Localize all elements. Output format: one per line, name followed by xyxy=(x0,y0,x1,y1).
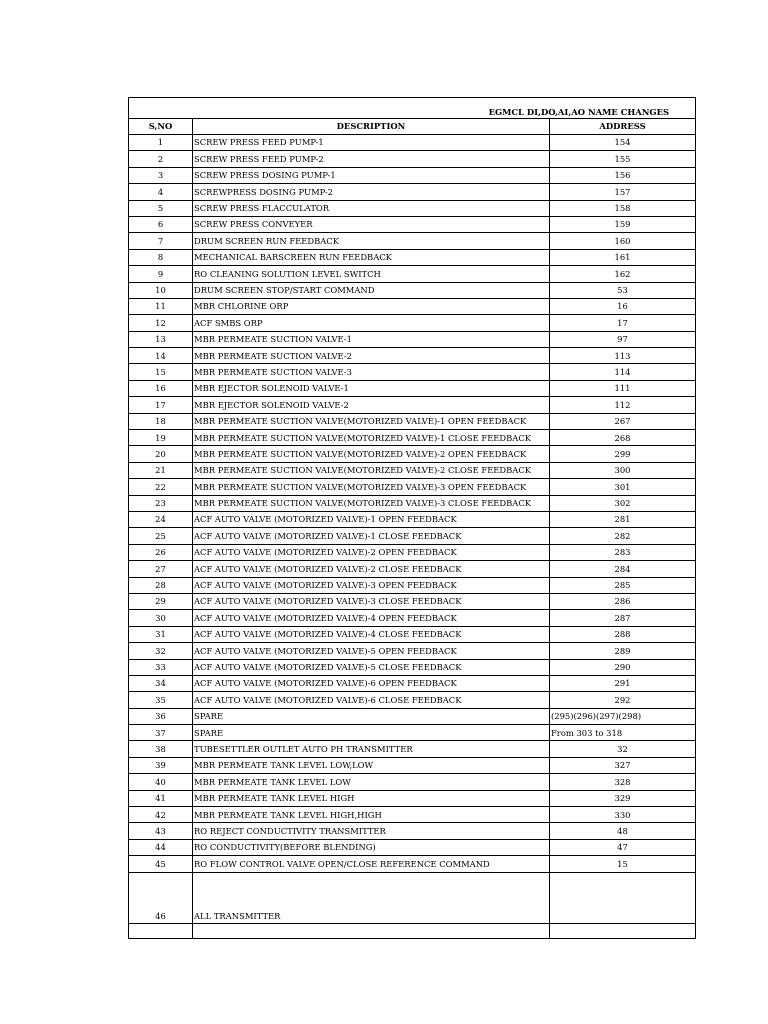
table-row xyxy=(129,561,696,577)
cell-address: 161 xyxy=(550,249,696,265)
table-row xyxy=(129,315,696,331)
title-row xyxy=(129,98,696,119)
cell-sno: 12 xyxy=(129,315,193,331)
cell-address: 48 xyxy=(550,823,696,839)
cell-address: 268 xyxy=(550,430,696,446)
table-row xyxy=(129,135,696,151)
cell-description: ACF AUTO VALVE (MOTORIZED VALVE)-3 CLOSE FEEDBACK xyxy=(193,593,550,609)
cell-sno: 36 xyxy=(129,708,193,724)
header-address: ADDRESS xyxy=(550,119,696,135)
table-row xyxy=(129,757,696,773)
cell-description: ACF AUTO VALVE (MOTORIZED VALVE)-4 OPEN FEEDBACK xyxy=(193,610,550,626)
cell-sno: 30 xyxy=(129,610,193,626)
cell-sno: 40 xyxy=(129,774,193,790)
cell-sno: 33 xyxy=(129,659,193,675)
cell-description: MBR EJECTOR SOLENOID VALVE-2 xyxy=(193,397,550,413)
cell-description: MBR PERMEATE SUCTION VALVE-3 xyxy=(193,364,550,380)
cell-description: MBR PERMEATE SUCTION VALVE(MOTORIZED VALVE)-3 CLOSE FEEDBACK xyxy=(193,495,550,511)
cell-sno: 16 xyxy=(129,380,193,396)
cell-address: 330 xyxy=(550,807,696,823)
cell-address: 159 xyxy=(550,216,696,232)
cell-sno: 2 xyxy=(129,151,193,167)
cell-description: MBR CHLORINE ORP xyxy=(193,298,550,314)
table-row xyxy=(129,233,696,249)
table-row xyxy=(129,774,696,790)
table-row xyxy=(129,282,696,298)
table-row xyxy=(129,577,696,593)
cell-sno: 37 xyxy=(129,725,193,741)
cell-address: 302 xyxy=(550,495,696,511)
cell-description: TUBESETTLER OUTLET AUTO PH TRANSMITTER xyxy=(193,741,550,757)
table-row xyxy=(129,249,696,265)
cell-address: 292 xyxy=(550,692,696,708)
cell-address: 47 xyxy=(550,839,696,855)
cell-sno: 20 xyxy=(129,446,193,462)
cell-address: 328 xyxy=(550,774,696,790)
cell-description: ACF AUTO VALVE (MOTORIZED VALVE)-2 CLOSE FEEDBACK xyxy=(193,561,550,577)
cell-sno: 45 xyxy=(129,856,193,872)
cell-description: ACF SMBS ORP xyxy=(193,315,550,331)
cell-sno: 21 xyxy=(129,462,193,478)
cell-sno: 9 xyxy=(129,266,193,282)
cell-address: 111 xyxy=(550,380,696,396)
cell-address: 112 xyxy=(550,397,696,413)
table-row xyxy=(129,544,696,560)
table-row xyxy=(129,610,696,626)
table-row xyxy=(129,298,696,314)
cell-description xyxy=(193,923,550,938)
cell-sno: 22 xyxy=(129,479,193,495)
cell-sno: 23 xyxy=(129,495,193,511)
table-body xyxy=(129,98,696,939)
cell-address: (295)(296)(297)(298) xyxy=(550,708,696,724)
table-row xyxy=(129,675,696,691)
cell-sno: 10 xyxy=(129,282,193,298)
cell-sno: 25 xyxy=(129,528,193,544)
cell-description: MBR PERMEATE TANK LEVEL LOW xyxy=(193,774,550,790)
cell-sno: 17 xyxy=(129,397,193,413)
cell-description: SCREW PRESS CONVEYER xyxy=(193,216,550,232)
cell-address: 114 xyxy=(550,364,696,380)
table-row xyxy=(129,659,696,675)
table-row xyxy=(129,528,696,544)
cell-sno: 26 xyxy=(129,544,193,560)
cell-address: 157 xyxy=(550,184,696,200)
table-row xyxy=(129,430,696,446)
cell-address: 286 xyxy=(550,593,696,609)
cell-address: 281 xyxy=(550,511,696,527)
cell-sno: 29 xyxy=(129,593,193,609)
table-row xyxy=(129,790,696,806)
cell-sno: 41 xyxy=(129,790,193,806)
cell-sno: 43 xyxy=(129,823,193,839)
header-description: DESCRIPTION xyxy=(193,119,550,135)
cell-sno: 32 xyxy=(129,643,193,659)
cell-sno: 4 xyxy=(129,184,193,200)
cell-description: SCREW PRESS FEED PUMP-2 xyxy=(193,151,550,167)
cell-sno: 28 xyxy=(129,577,193,593)
table-row xyxy=(129,266,696,282)
cell-description: ACF AUTO VALVE (MOTORIZED VALVE)-5 CLOSE FEEDBACK xyxy=(193,659,550,675)
cell-address: 32 xyxy=(550,741,696,757)
cell-address: 17 xyxy=(550,315,696,331)
cell-sno: 44 xyxy=(129,839,193,855)
cell-sno: 46 xyxy=(129,872,193,923)
table-row xyxy=(129,216,696,232)
cell-address: 53 xyxy=(550,282,696,298)
cell-sno: 35 xyxy=(129,692,193,708)
cell-sno: 15 xyxy=(129,364,193,380)
table-row xyxy=(129,626,696,642)
cell-address: 301 xyxy=(550,479,696,495)
cell-address: 16 xyxy=(550,298,696,314)
table-row xyxy=(129,725,696,741)
table-row xyxy=(129,151,696,167)
table-row xyxy=(129,807,696,823)
cell-description: RO FLOW CONTROL VALVE OPEN/CLOSE REFERENCE COMMAND xyxy=(193,856,550,872)
cell-sno xyxy=(129,923,193,938)
table-row xyxy=(129,708,696,724)
cell-address: 287 xyxy=(550,610,696,626)
cell-sno: 39 xyxy=(129,757,193,773)
cell-description: SCREWPRESS DOSING PUMP-2 xyxy=(193,184,550,200)
cell-sno: 5 xyxy=(129,200,193,216)
cell-address: 285 xyxy=(550,577,696,593)
table-row xyxy=(129,364,696,380)
cell-address: 158 xyxy=(550,200,696,216)
cell-address: 160 xyxy=(550,233,696,249)
cell-address: 329 xyxy=(550,790,696,806)
table-row-tall xyxy=(129,872,696,923)
header-sno: S,NO xyxy=(129,119,193,135)
table-row xyxy=(129,184,696,200)
cell-description: ALL TRANSMITTER xyxy=(193,872,550,923)
table-row xyxy=(129,511,696,527)
cell-sno: 19 xyxy=(129,430,193,446)
cell-address: 267 xyxy=(550,413,696,429)
cell-sno: 6 xyxy=(129,216,193,232)
cell-description: MBR PERMEATE SUCTION VALVE(MOTORIZED VALVE)-2 OPEN FEEDBACK xyxy=(193,446,550,462)
cell-sno: 38 xyxy=(129,741,193,757)
table-row xyxy=(129,446,696,462)
table-row xyxy=(129,495,696,511)
cell-address: 299 xyxy=(550,446,696,462)
cell-description: DRUM SCREEN STOP/START COMMAND xyxy=(193,282,550,298)
cell-sno: 42 xyxy=(129,807,193,823)
table-row xyxy=(129,200,696,216)
table-row xyxy=(129,413,696,429)
cell-address xyxy=(550,872,696,923)
table-row xyxy=(129,839,696,855)
cell-sno: 14 xyxy=(129,348,193,364)
cell-address: From 303 to 318 xyxy=(550,725,696,741)
cell-description: ACF AUTO VALVE (MOTORIZED VALVE)-4 CLOSE FEEDBACK xyxy=(193,626,550,642)
table-row xyxy=(129,643,696,659)
cell-address: 155 xyxy=(550,151,696,167)
cell-description: MBR PERMEATE SUCTION VALVE(MOTORIZED VALVE)-3 OPEN FEEDBACK xyxy=(193,479,550,495)
table-row xyxy=(129,741,696,757)
cell-description: MBR PERMEATE SUCTION VALVE-1 xyxy=(193,331,550,347)
table-row xyxy=(129,331,696,347)
cell-description: MBR PERMEATE TANK LEVEL LOW,LOW xyxy=(193,757,550,773)
cell-description: SPARE xyxy=(193,708,550,724)
cell-sno: 8 xyxy=(129,249,193,265)
cell-address: 291 xyxy=(550,675,696,691)
cell-description: MBR PERMEATE TANK LEVEL HIGH,HIGH xyxy=(193,807,550,823)
cell-description: MBR EJECTOR SOLENOID VALVE-1 xyxy=(193,380,550,396)
table-row xyxy=(129,856,696,872)
cell-description: SCREW PRESS FEED PUMP-1 xyxy=(193,135,550,151)
cell-sno: 31 xyxy=(129,626,193,642)
cell-description: SPARE xyxy=(193,725,550,741)
cell-address: 327 xyxy=(550,757,696,773)
table-row-empty xyxy=(129,923,696,938)
cell-sno: 13 xyxy=(129,331,193,347)
header-row xyxy=(129,119,696,135)
cell-sno: 24 xyxy=(129,511,193,527)
cell-sno: 3 xyxy=(129,167,193,183)
cell-description: RO CLEANING SOLUTION LEVEL SWITCH xyxy=(193,266,550,282)
table-row xyxy=(129,692,696,708)
table-row xyxy=(129,593,696,609)
table-row xyxy=(129,348,696,364)
table-row xyxy=(129,462,696,478)
cell-address: 288 xyxy=(550,626,696,642)
cell-description: ACF AUTO VALVE (MOTORIZED VALVE)-6 CLOSE FEEDBACK xyxy=(193,692,550,708)
cell-description: ACF AUTO VALVE (MOTORIZED VALVE)-1 OPEN FEEDBACK xyxy=(193,511,550,527)
cell-description: SCREW PRESS DOSING PUMP-1 xyxy=(193,167,550,183)
cell-address: 156 xyxy=(550,167,696,183)
cell-description: MECHANICAL BARSCREEN RUN FEEDBACK xyxy=(193,249,550,265)
spreadsheet xyxy=(128,97,695,939)
cell-description: SCREW PRESS FLACCULATOR xyxy=(193,200,550,216)
cell-address: 97 xyxy=(550,331,696,347)
cell-description: MBR PERMEATE SUCTION VALVE(MOTORIZED VALVE)-2 CLOSE FEEDBACK xyxy=(193,462,550,478)
cell-description: DRUM SCREEN RUN FEEDBACK xyxy=(193,233,550,249)
cell-address: 154 xyxy=(550,135,696,151)
cell-address: 15 xyxy=(550,856,696,872)
cell-sno: 18 xyxy=(129,413,193,429)
cell-sno: 11 xyxy=(129,298,193,314)
table-row xyxy=(129,823,696,839)
cell-address: 283 xyxy=(550,544,696,560)
name-changes-table xyxy=(128,97,696,939)
cell-address: 162 xyxy=(550,266,696,282)
cell-description: RO REJECT CONDUCTIVITY TRANSMITTER xyxy=(193,823,550,839)
cell-description: ACF AUTO VALVE (MOTORIZED VALVE)-2 OPEN FEEDBACK xyxy=(193,544,550,560)
cell-address xyxy=(550,923,696,938)
cell-description: MBR PERMEATE SUCTION VALVE(MOTORIZED VALVE)-1 CLOSE FEEDBACK xyxy=(193,430,550,446)
cell-sno: 34 xyxy=(129,675,193,691)
table-row xyxy=(129,380,696,396)
cell-description: MBR PERMEATE TANK LEVEL HIGH xyxy=(193,790,550,806)
cell-sno: 1 xyxy=(129,135,193,151)
sheet-title: EGMCL DI,DO,AI,AO NAME CHANGES xyxy=(129,98,696,119)
cell-description: ACF AUTO VALVE (MOTORIZED VALVE)-5 OPEN FEEDBACK xyxy=(193,643,550,659)
cell-description: ACF AUTO VALVE (MOTORIZED VALVE)-1 CLOSE FEEDBACK xyxy=(193,528,550,544)
table-row xyxy=(129,479,696,495)
cell-address: 282 xyxy=(550,528,696,544)
cell-description: MBR PERMEATE SUCTION VALVE-2 xyxy=(193,348,550,364)
cell-address: 289 xyxy=(550,643,696,659)
cell-description: RO CONDUCTIVITY(BEFORE BLENDING) xyxy=(193,839,550,855)
cell-sno: 27 xyxy=(129,561,193,577)
cell-description: ACF AUTO VALVE (MOTORIZED VALVE)-3 OPEN FEEDBACK xyxy=(193,577,550,593)
table-row xyxy=(129,397,696,413)
cell-address: 284 xyxy=(550,561,696,577)
cell-sno: 7 xyxy=(129,233,193,249)
cell-description: ACF AUTO VALVE (MOTORIZED VALVE)-6 OPEN FEEDBACK xyxy=(193,675,550,691)
cell-address: 300 xyxy=(550,462,696,478)
cell-description: MBR PERMEATE SUCTION VALVE(MOTORIZED VALVE)-1 OPEN FEEDBACK xyxy=(193,413,550,429)
table-row xyxy=(129,167,696,183)
cell-address: 113 xyxy=(550,348,696,364)
cell-address: 290 xyxy=(550,659,696,675)
